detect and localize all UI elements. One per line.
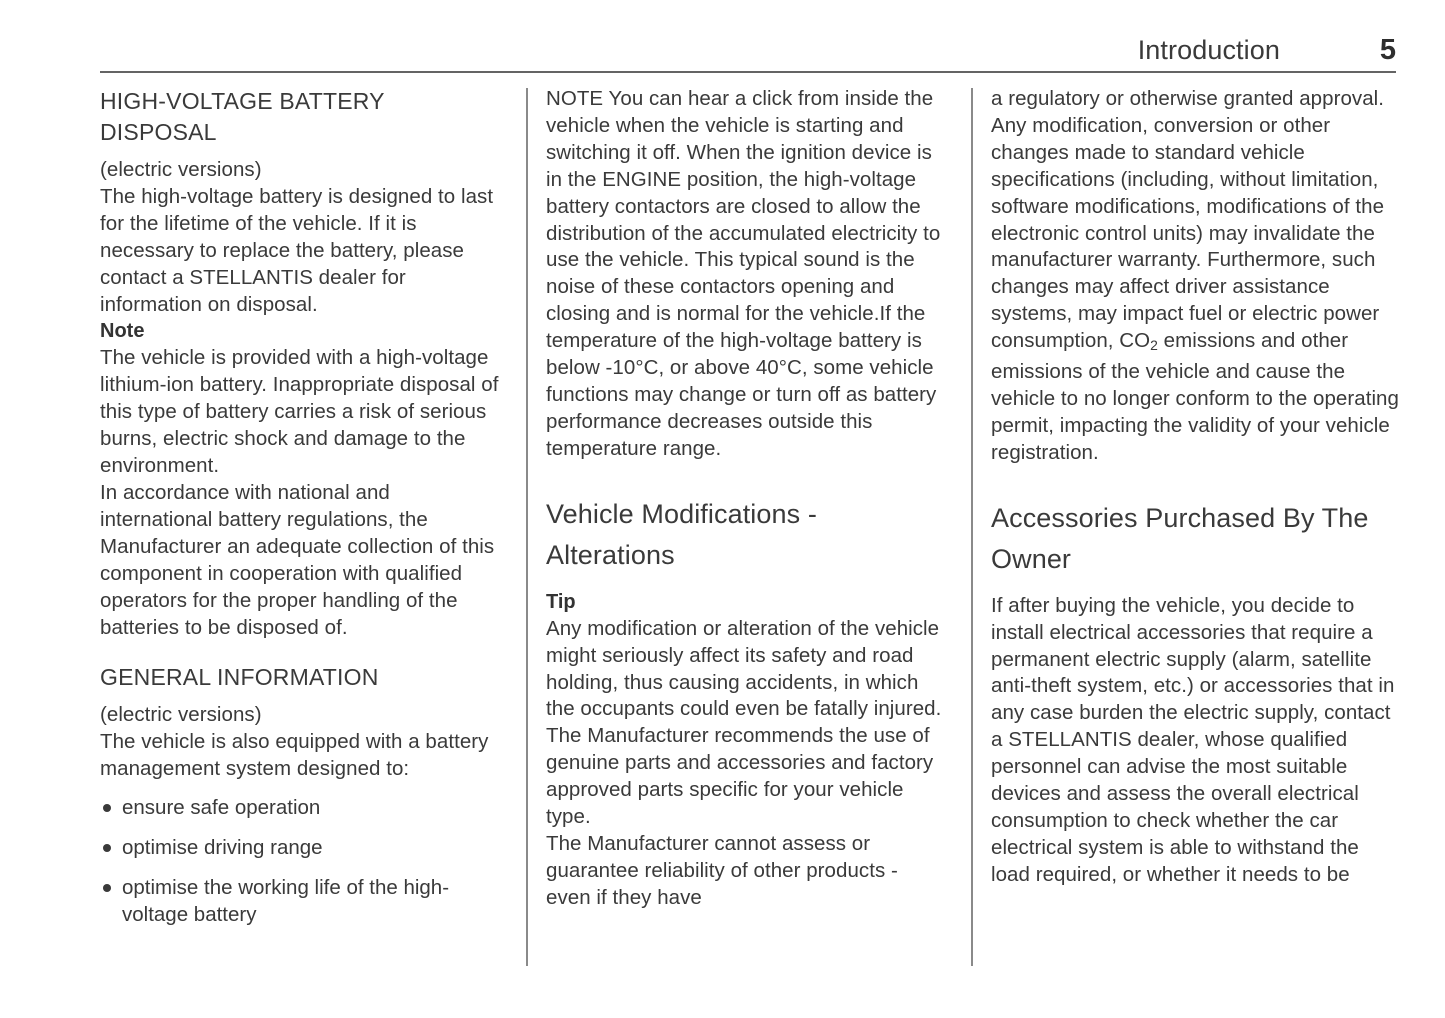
spacer	[991, 467, 1399, 498]
list-item	[100, 835, 500, 862]
page-title: Introduction	[1137, 35, 1280, 65]
genuine-parts-paragraph: The Manufacturer recommends the use of genuine parts and accessories and factory approved parts specific for your vehicle type.	[546, 724, 934, 829]
list-item-label: optimise driving range	[122, 836, 323, 860]
spacer	[100, 641, 500, 662]
note-label: Note	[100, 320, 145, 343]
modification-warning-paragraph: Any modification or alteration of the vehicle might seriously affect its safety and road holding, thus causing accidents, in which the occupants could even be fatally injured.	[546, 616, 942, 721]
column-divider-2	[971, 88, 973, 966]
electric-versions-note: (electric versions)	[100, 158, 262, 181]
heading-accessories-purchased-by-the-owner: Accessories Purchased By The Owner	[991, 502, 1369, 574]
battery-management-paragraph: The vehicle is also equipped with a battery management system designed to:	[100, 730, 489, 781]
accessories-installation-paragraph: If after buying the vehicle, you decide to install electrical accessories that require a permanent electric supply (alarm, satellite anti-theft system, etc.) or accessories that in any case burden the electric supply, contact a STELLANTIS dealer, whose qualified personnel can advise the most suitable devices and assess the overall electrical consumption to check whether the car electrical system is able to withstand the load required, or whether it needs to be	[991, 593, 1395, 886]
approval-text-before-co2: a regulatory or otherwise granted approval. Any modification, conversion or other changes made to standard vehicle specifications (including, without limitation, software modifications, modifications of the electronic control units) may invalidate the manufacturer warranty. Furthermore, such changes may affect driver assistance systems, may impact fuel or electric power consumption, CO	[991, 87, 1385, 353]
list-item-label: ensure safe operation	[122, 796, 321, 820]
list-item	[100, 795, 500, 822]
battery-regulations-paragraph: In accordance with national and international battery regulations, the Manufacturer an adequate collection of this component in cooperation with qualified operators for the proper handling of the batteries to be disposed of.	[100, 480, 495, 639]
approval-warranty-paragraph	[991, 86, 1399, 467]
note-contactors-paragraph: NOTE You can hear a click from inside the vehicle when the vehicle is starting and switching it off. When the ignition device is in the ENGINE position, the high-voltage battery contactors are closed to allow the distribution of the accumulated electricity to use the vehicle. This typical sound is the noise of these contactors opening and closing and is normal for the vehicle.If the temperature of the high-voltage battery is below -10°C, or above 40°C, some vehicle functions may change or turn off as battery performance decreases outside this temperature range.	[546, 87, 941, 460]
electric-versions-note-2: (electric versions)	[100, 703, 262, 727]
battery-disposal-paragraph: The high-voltage battery is designed to last for the lifetime of the vehicle. If it is necessary to replace the battery, please contact a STELLANTIS dealer for information on disposal.	[100, 184, 494, 316]
heading-general-information: GENERAL INFORMATION	[100, 664, 379, 691]
battery-management-bullet-list	[100, 795, 500, 929]
page-header	[100, 34, 1396, 74]
header-rule	[100, 71, 1396, 73]
bullet-dot-icon	[103, 844, 111, 852]
spacer	[546, 463, 946, 494]
bullet-dot-icon	[103, 804, 111, 812]
reliability-paragraph: The Manufacturer cannot assess or guarantee reliability of other products - even if they have	[546, 831, 898, 909]
column-3	[991, 86, 1399, 889]
heading-high-voltage-battery-disposal: HIGH-VOLTAGE BATTERY DISPOSAL	[100, 88, 385, 145]
list-item-label: optimise the working life of the high-voltage battery	[122, 875, 450, 926]
page-number: 5	[1379, 34, 1396, 66]
co2-subscript: 2	[1150, 337, 1158, 354]
column-divider-1	[526, 88, 528, 966]
list-item	[100, 875, 500, 929]
bullet-dot-icon	[103, 884, 111, 892]
column-2	[546, 86, 946, 912]
approval-text-after-co2: emissions and other emissions of the vehicle and cause the vehicle to no longer conform to the operating permit, impacting the validity of your vehicle registration.	[991, 329, 1399, 464]
tip-label: Tip	[546, 590, 576, 613]
column-1	[100, 86, 500, 942]
heading-vehicle-modifications-alterations: Vehicle Modifications - Alterations	[546, 498, 817, 570]
column-container	[0, 86, 1445, 986]
lithium-battery-warning-paragraph: The vehicle is provided with a high-voltage lithium-ion battery. Inappropriate disposal of this type of battery carries a risk of serious burns, electric shock and damage to the environment.	[100, 346, 499, 478]
